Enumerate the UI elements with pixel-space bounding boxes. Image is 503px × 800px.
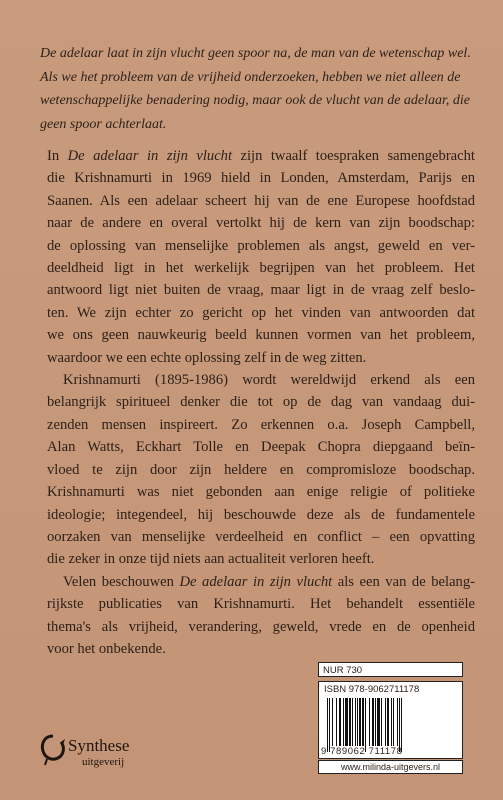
publisher-url: www.milinda-uitgevers.nl xyxy=(318,760,463,774)
blurb-line: rijkste publicaties van Krishnamurti. Het behandelt essentiële xyxy=(47,596,475,613)
blurb-line: de oplossing van menselijke problemen als angst, geweld en ver- xyxy=(47,237,475,254)
blurb-line: naar de andere en overal vertolkt hij de kern van zijn boodschap: xyxy=(47,215,475,232)
cover-quote xyxy=(40,42,480,136)
blurb-line: belangrijk spiritueel denker die tot op de dag van vandaag dui- xyxy=(47,394,475,411)
book-title-italic: De adelaar in zijn vlucht xyxy=(67,148,233,164)
blurb-line: ten. We zijn echter zo gericht op het vinden van antwoorden dat xyxy=(47,304,475,321)
quote-line: Als we het probleem van de vrijheid onderzoeken, hebben we niet alleen de xyxy=(40,69,461,85)
blurb-line xyxy=(47,145,475,167)
publisher-name: Synthese xyxy=(68,736,130,755)
blurb-line: voor het onbekende. xyxy=(47,640,166,657)
blurb-line: die Krishnamurti in 1969 hield in Londen, Amsterdam, Parijs en xyxy=(47,170,475,187)
p3-prefix: Velen beschouwen xyxy=(63,573,180,590)
quote-line: De adelaar laat in zijn vlucht geen spoor na, de man van de wetenschap wel. xyxy=(40,46,471,61)
blurb-line: Alan Watts, Eckhart Tolle en Deepak Chopra diepgaand beïn- xyxy=(47,439,475,456)
publisher-logo xyxy=(38,732,158,782)
blurb-line: thema's als vrijheid, verandering, geweld, vrede en de openheid xyxy=(47,618,475,635)
blurb-line: oorzaken van menselijke verdeelheid en conflict – een opvatting xyxy=(47,528,475,545)
isbn-digits: 9 789062 711178 xyxy=(321,746,403,757)
nur-code: NUR 730 xyxy=(318,662,463,677)
blurb-line: waardoor we een echte oplossing zelf in de weg zitten. xyxy=(47,349,367,366)
book-title-italic: De adelaar in zijn vlucht xyxy=(179,573,333,590)
quote-line: geen spoor achterlaat. xyxy=(40,116,167,132)
blurb-line: Krishnamurti was niet gebonden aan enige religie of politieke xyxy=(47,484,475,501)
p1-prefix: In xyxy=(47,148,68,164)
ouroboros-icon xyxy=(38,732,68,766)
publisher-subtitle: uitgeverij xyxy=(82,756,125,768)
blurb-line: ideologie; integendeel, hij beschouwde deze als de fundamentele xyxy=(47,506,475,523)
blurb-line: die zeker in onze tijd niets aan actualiteit verloren heeft. xyxy=(47,551,375,568)
p3-suffix: als een van de belang- xyxy=(332,573,476,590)
blurb-line: Krishnamurti (1895-1986) wordt wereldwijd erkend als een xyxy=(63,372,475,389)
blurb-line: zenden mensen inspireert. Zo erkennen o.a. Joseph Campbell, xyxy=(47,416,475,433)
isbn-barcode xyxy=(318,681,463,759)
blurb-text xyxy=(47,145,475,660)
barcode-block xyxy=(318,662,465,775)
barcode-bars xyxy=(327,698,457,746)
isbn-label: ISBN 978-9062711178 xyxy=(324,684,420,695)
blurb-line: we ons geen nauwkeurig beeld kunnen vormen van het probleem, xyxy=(47,327,475,344)
p1-suffix: zijn twaalf toespraken samengebracht xyxy=(232,148,475,164)
blurb-line xyxy=(47,571,475,593)
blurb-line: antwoord ligt niet buiten de vraag, maar ligt in de vraag zelf beslo- xyxy=(47,282,475,299)
blurb-line: Saanen. Als een adelaar scheert hij van de ene Europese hoofdstad xyxy=(47,192,475,209)
quote-line: wetenschappelijke benadering nodig, maar ook de vlucht van de adelaar, die xyxy=(40,93,471,108)
blurb-line: vloed te zijn door zijn heldere en compromisloze boodschap. xyxy=(47,461,475,478)
blurb-line: deeldheid ligt in het werkelijk begrijpen van het probleem. Het xyxy=(47,260,475,277)
